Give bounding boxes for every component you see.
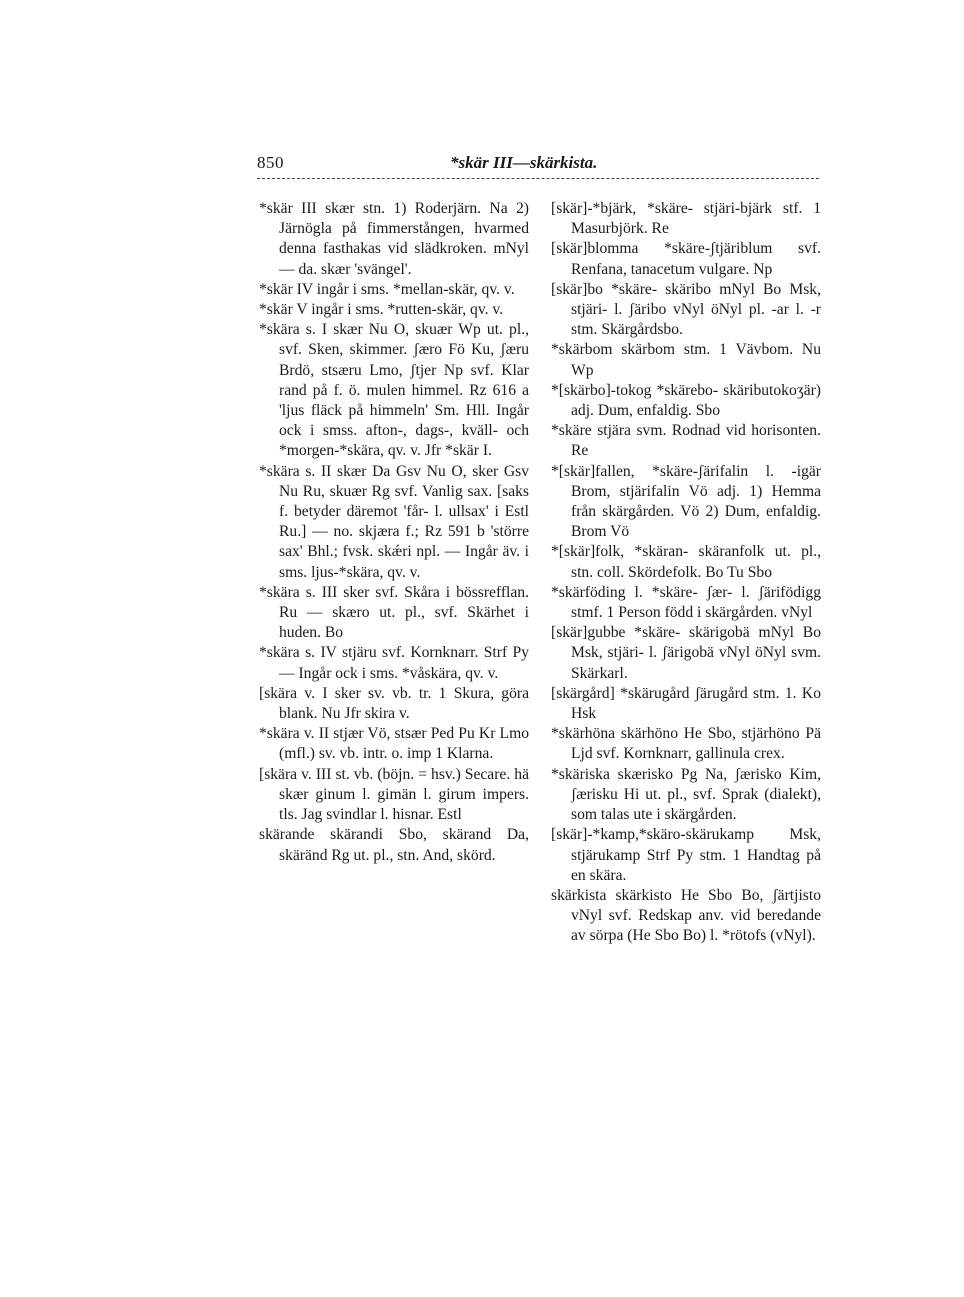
dictionary-entry: *skär IV ingår i sms. *mellan-skär, qv. v. (259, 280, 515, 298)
dictionary-entry: *[skär]fallen, *skäre-ʃärifalin l. -igär Brom, stjärifalin Vö adj. 1) Hemma från skärgården. Vö 2) Dum, enfaldig. Brom Vö (551, 462, 821, 541)
dictionary-entry: [skär]bo *skäre- skäribo mNyl Bo Msk, stjäri- l. ʃäribo vNyl öNyl pl. -ar l. -r stm. Skärgårdsbo. (551, 280, 821, 339)
dictionary-entry: *skärhöna skärhöno He Sbo, stjärhöno Pä Ljd svf. Kornknarr, gallinula crex. (551, 725, 821, 763)
dictionary-entry: skärande skärandi Sbo, skärand Da, skäränd Rg ut. pl., stn. And, skörd. (259, 826, 529, 864)
dictionary-entry: *[skär]folk, *skäran- skäranfolk ut. pl., stn. coll. Skördefolk. Bo Tu Sbo (551, 543, 821, 581)
dictionary-entry: *skära s. IV stjäru svf. Kornknarr. Strf Py — Ingår ock i sms. *våskära, qv. v. (259, 644, 529, 682)
running-head: *skär III—skärkista. (450, 153, 598, 172)
dictionary-entry: *skär III skær stn. 1) Roderjärn. Na 2) Järnögla på fimmerstången, hvarmed denna fasthakas vid slädkroken. mNyl — da. skær 'svängel'. (259, 200, 529, 278)
dictionary-entry: [skär]-*kamp,*skäro-skärukamp Msk, stjärukamp Strf Py stm. 1 Handtag på en skära. (551, 826, 821, 884)
dictionary-entry: *skära s. II skær Da Gsv Nu O, sker Gsv Nu Ru, skuær Rg svf. Vanlig sax. [saks f. betyder däremot 'får- l. ullsax' i Estl Ru.] — no. skjæra f.; Rz 591 b 'större sax' Bhl.; fvsk. skǽri npl. — Ingår äv. i sms. ljus-*skära, qv. v. (259, 462, 529, 581)
dictionary-entry: [skär]gubbe *skäre- skärigobä mNyl Bo Msk, stjäri- l. ʃärigobä vNyl öNyl svm. Skärkarl. (551, 624, 821, 682)
header-rule (257, 178, 819, 179)
dictionary-entry: *skäre stjära svm. Rodnad vid horisonten. Re (551, 422, 821, 460)
page-number: 850 (257, 153, 284, 172)
dictionary-entry: skärkista skärkisto He Sbo Bo, ʃärtjisto vNyl svf. Redskap anv. vid beredande av sörpa (He Sbo Bo) l. *rötofs (vNyl). (551, 886, 821, 945)
dictionary-entry: *skära s. III sker svf. Skåra i bössrefflan. Ru — skæro ut. pl., svf. Skärhet i huden. Bo (259, 583, 529, 642)
dictionary-entry: [skära v. I sker sv. vb. tr. 1 Skura, göra blank. Nu Jfr skira v. (259, 684, 529, 723)
dictionary-entry: [skära v. III st. vb. (böjn. = hsv.) Secare. hä skær ginum l. gimän l. girum impers. tls. Jag svindlar l. hisnar. Estl (259, 765, 529, 824)
dictionary-entry: [skärgård] *skärugård ʃärugård stm. 1. Ko Hsk (551, 684, 821, 723)
right-column (551, 199, 821, 947)
dictionary-entry: *skärbom skärbom stm. 1 Vävbom. Nu Wp (551, 341, 821, 379)
dictionary-entry: *skäriska skærisko Pg Na, ʃærisko Kim, ʃærisku Hi ut. pl., svf. Sprak (dialekt), som talas ute i skärgården. (551, 765, 821, 824)
left-column (259, 199, 529, 866)
dictionary-entry: *[skärbo]-tokog *skärebo- skäributokoʒär) adj. Dum, enfaldig. Sbo (551, 381, 821, 420)
dictionary-entry: [skär]-*bjärk, *skäre- stjäri-bjärk stf. 1 Masurbjörk. Re (551, 200, 821, 238)
dictionary-entry: *skärföding l. *skäre- ʃær- l. ʃärifödigg stmf. 1 Person född i skärgården. vNyl (551, 583, 821, 622)
dictionary-entry: *skära v. II stjær Vö, stsær Ped Pu Kr Lmo (mfl.) sv. vb. intr. o. imp 1 Klarna. (259, 725, 529, 763)
dictionary-entry: *skära s. I skær Nu O, skuær Wp ut. pl., svf. Sken, skimmer. ʃæro Fö Ku, ʃæru Brdö, stsæru Lmo, ʃtjer Np svf. Klar rand på f. ö. mulen himmel. Rz 616 a 'ljus fläck på himmeln' Sm. Hll. Ingår ock i smss. afton-, dags-, kväll- och *morgen-*skära, qv. v. Jfr *skär I. (259, 321, 529, 460)
dictionary-entry: *skär V ingår i sms. *rutten-skär, qv. v. (259, 301, 504, 319)
dictionary-entry: [skär]blomma *skäre-ʃtjäriblum svf. Renfana, tanacetum vulgare. Np (551, 240, 821, 278)
